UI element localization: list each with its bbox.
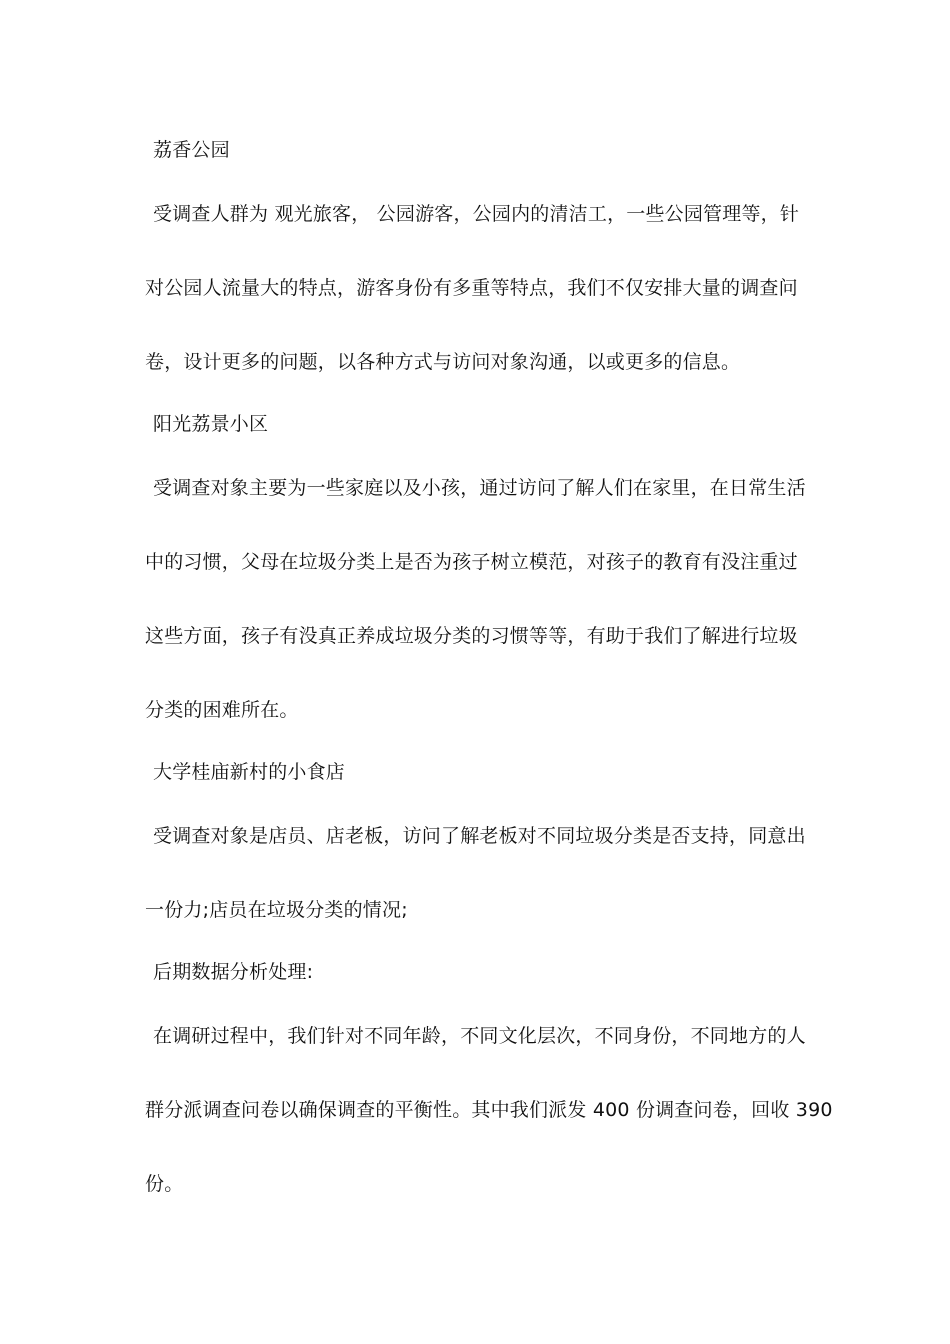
paragraph-line: 对公园人流量大的特点，游客身份有多重等特点，我们不仅安排大量的调查问 [145,277,798,299]
section-heading-data-analysis: 后期数据分析处理: [153,961,314,983]
paragraph-line: 分类的困难所在。 [145,699,299,721]
paragraph-line: 卷，设计更多的问题，以各种方式与访问对象沟通，以或更多的信息。 [145,351,741,373]
paragraph-line: 在调研过程中，我们针对不同年龄，不同文化层次，不同身份，不同地方的人 [153,1025,806,1047]
paragraph-line: 受调查对象主要为一些家庭以及小孩，通过访问了解人们在家里，在日常生活 [153,477,806,499]
paragraph-line: 这些方面，孩子有没真正养成垃圾分类的习惯等等，有助于我们了解进行垃圾 [145,625,798,647]
paragraph-line: 中的习惯，父母在垃圾分类上是否为孩子树立模范，对孩子的教育有没注重过 [145,551,798,573]
section-heading-snack-shop: 大学桂庙新村的小食店 [153,761,346,783]
paragraph-line: 份。 [145,1173,184,1195]
section-heading-lixiang-park: 荔香公园 [153,139,230,161]
section-heading-yangguang-community: 阳光荔景小区 [153,413,269,435]
paragraph-line: 群分派调查问卷以确保调查的平衡性。其中我们派发 400 份调查问卷，回收 390 [145,1099,833,1121]
paragraph-line: 一份力;店员在垃圾分类的情况; [145,899,408,921]
paragraph-line: 受调查人群为 观光旅客， 公园游客，公园内的清洁工，一些公园管理等，针 [153,203,800,225]
paragraph-line: 受调查对象是店员、店老板，访问了解老板对不同垃圾分类是否支持，同意出 [153,825,806,847]
